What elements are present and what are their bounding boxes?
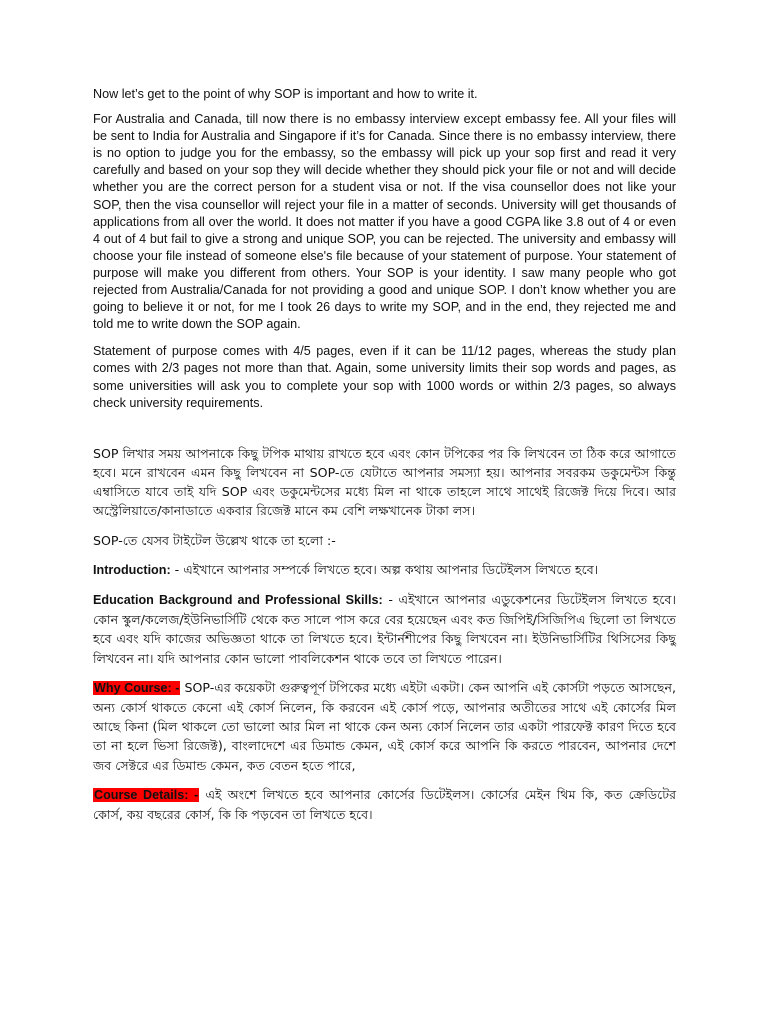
introduction-text: - এইখানে আপনার সম্পর্কে লিখতে হবে। অল্প কথায় আপনার ডিটেইলস লিখতে হবে। [170, 561, 599, 577]
why-course-section [93, 678, 676, 775]
introduction-label: Introduction: [93, 562, 171, 577]
why-course-text: SOP-এর কয়েকটা গুরুত্বপূর্ণ টপিকের মধ্যে এইটা একটা। কেন আপনি এই কোর্সটা পড়তে আসছেন, অন্য কোর্স থাকতে কেনো এই কোর্স নিলেন, কি করবেন এই কোর্স পড়ে, আপনার অতীতের সাথে এই কোর্সের মিল আছে কিনা (মিল থাকলে তো ভালো আর মিল না থাকে কেন অন্য কোর্স নিলেন তার একটা পারফেক্ট কারণ দিতে হবে তা না হলে ভিসা রিজেক্ট), বাংলাদেশে এর ডিমান্ড কেমন, এই কোর্স করে আপনি কি করতে পারবেন, আপনার দেশে জব সেক্টরে এর ডিমান্ড কেমন, কত বেতন হতে পারে, [93, 679, 677, 773]
pages-paragraph: Statement of purpose comes with 4/5 pages, even if it can be 11/12 pages, whereas the study plan comes with 2/3 pages not more than that. Again, some university limits their sop words and pages, as some universities will ask you to complete your sop with 1000 words or within 2/3 pages, so always check university requirements. [93, 344, 676, 410]
document-page [93, 86, 676, 834]
course-details-section [93, 785, 676, 824]
bengali-topics-paragraph: SOP লিখার সময় আপনাকে কিছু টপিক মাথায় রাখতে হবে এবং কোন টপিকের পর কি লিখবেন তা ঠিক করে আগাতে হবে। মনে রাখবেন এমন কিছু লিখবেন না SOP-তে যেটাতে আপনার সমস্যা হয়। আপনার সবরকম ডকুমেন্টস কিন্তু এম্বাসিতে যাবে তাই যদি SOP এবং ডকুমেন্টসের মধ্যে মিল না থাকে তাহলে সাথে সাথেই রিজেক্ট দিয়ে দিবে। আর অস্ট্রেলিয়াতে/কানাডাতে একবার রিজেক্ট মানে কম বেশি লক্ষখানেক টাকা লস। [93, 445, 676, 519]
education-text: - এইখানে আপনার এডুকেশনের ডিটেইলস লিখতে হবে। কোন স্কুল/কলেজ/ইউনিভার্সিটি থেকে কত সালে পাস করে বের হয়েছেন এবং কত জিপিই/সিজিপিএ ছিলো তা লিখতে হবে এবং যদি কাজের অভিজ্ঞতা থাকে তা লিখতে হবে। ইন্টার্নশীপের কিছু লিখবেন না। ইউনিভার্সিটির থিসিসের কিছু লিখবেন না। যদি আপনার কোন ভালো পাবলিকেশন থাকে তবে তা লিখতে পারেন। [93, 591, 676, 666]
course-details-label: Course Details: - [94, 787, 199, 802]
bengali-titles-intro: SOP-তে যেসব টাইটেল উল্লেখ থাকে তা হলো :- [93, 532, 336, 548]
introduction-section [93, 560, 676, 580]
education-section [93, 590, 676, 668]
course-details-text: এই অংশে লিখতে হবে আপনার কোর্সের ডিটেইলস। কোর্সের মেইন থিম কি, কত ক্রেডিটের কোর্স, কয় বছরের কোর্স, কি কি পড়বেন তা লিখতে হবে। [93, 786, 676, 822]
spacer [93, 422, 676, 444]
intro-line: Now let’s get to the point of why SOP is important and how to write it. [93, 87, 478, 101]
education-label: Education Background and Professional Skills: [93, 592, 383, 607]
why-course-label: Why Course: - [94, 680, 180, 695]
embassy-paragraph: For Australia and Canada, till now there is no embassy interview except embassy fee. All your files will be sent to India for Australia and Singapore if it’s for Canada. Since there is no embassy interview, there is no option to judge you for the embassy, so the embassy will pick up your sop first and read it very carefully and based on your sop they will decide whether they should pick your file or not and will decide whether you are the correct person for a student visa or not. If the visa counsellor does not like your SOP, then the visa counsellor will reject your file in a matter of seconds. University will get thousands of applications from all over the world. It does not matter if you have a good CGPA like 3.8 out of 4 or even 4 out of 4 but fail to give a strong and unique SOP, you can be rejected. The university and embassy will choose your file instead of someone else's file because of your statement of purpose. Your statement of purpose will make you different from others. Your SOP is your identity. I saw many people who got rejected from Australia/Canada for not providing a good and unique SOP. I don’t know whether you are going to believe it or not, for me I took 26 days to write my SOP, and in the end, they rejected me and told me to write down the SOP again. [93, 112, 676, 332]
